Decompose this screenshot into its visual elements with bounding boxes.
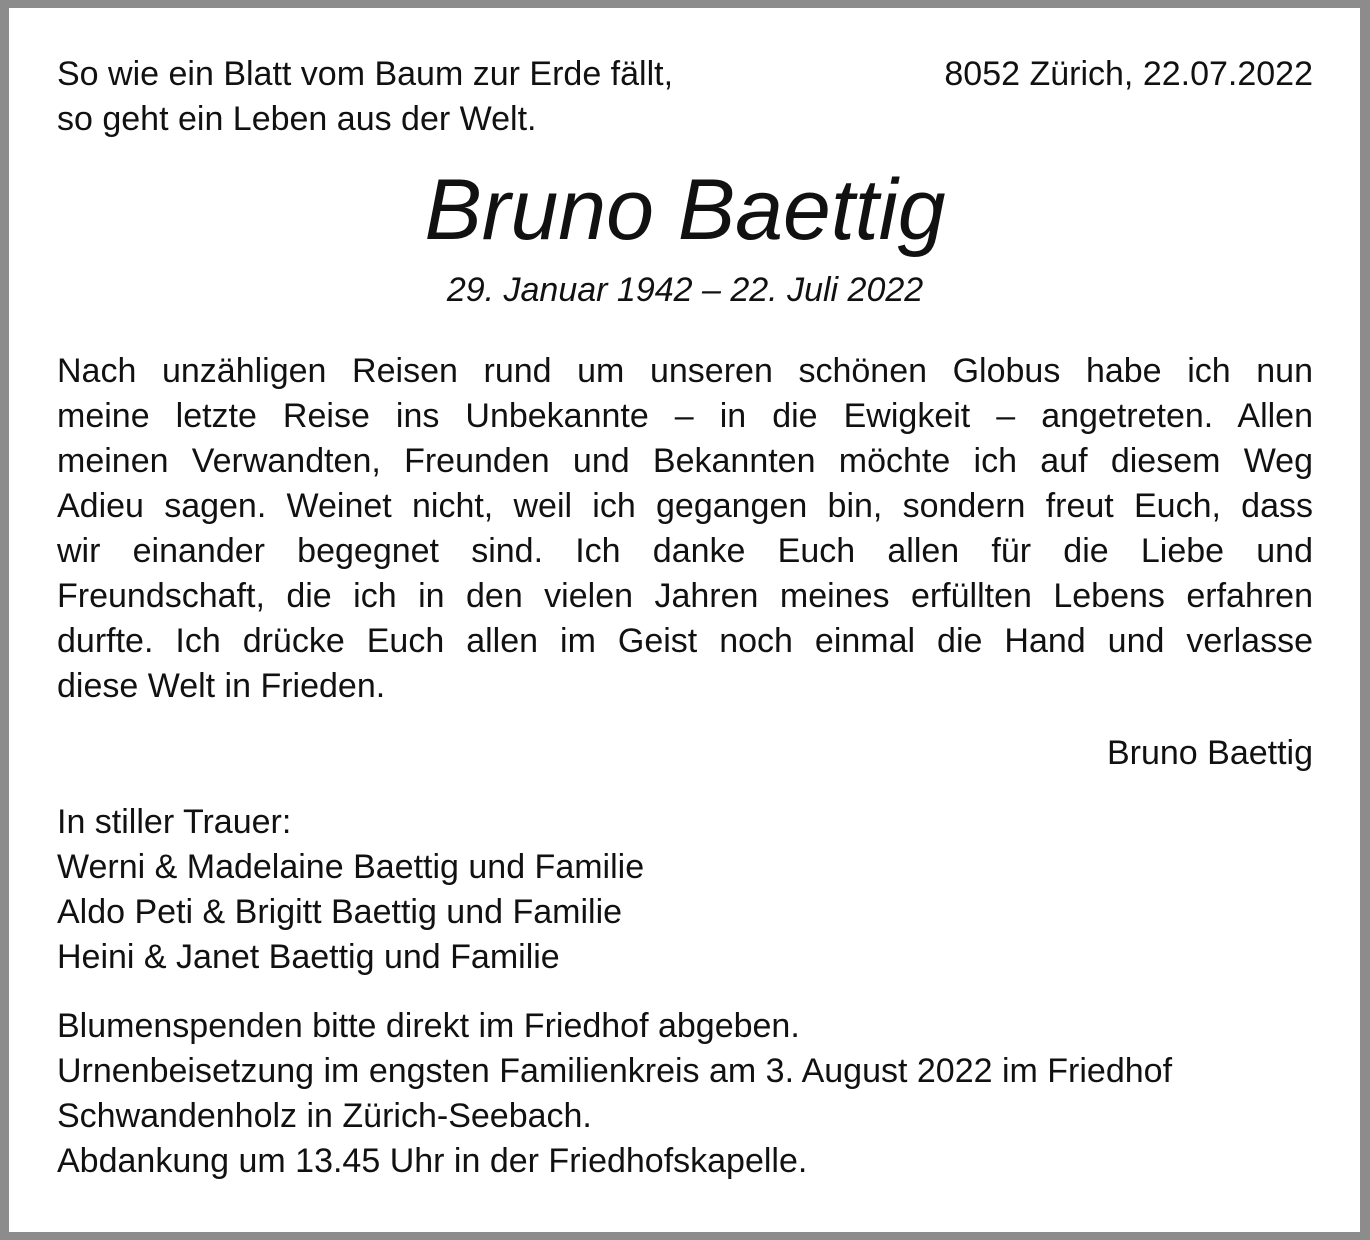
verse-line: so geht ein Leben aus der Welt. [57,100,537,138]
verse-line: So wie ein Blatt vom Baum zur Erde fällt, [57,55,674,93]
info-line: Blumenspenden bitte direkt im Friedhof abgeben. [57,1007,800,1045]
info-line: Schwandenholz in Zürich-Seebach. [57,1097,592,1135]
message-line: meinen Verwandten, Freunden und Bekannten möchte ich auf diesem Weg [57,442,1313,480]
mourners-list [57,800,1313,980]
farewell-message [57,349,1313,709]
mourners-heading: In stiller Trauer: [57,803,292,841]
mourner-entry: Werni & Madelaine Baettig und Familie [57,848,645,886]
place-date: 8052 Zürich, 22.07.2022 [944,55,1313,93]
message-line: diese Welt in Frieden. [57,667,386,705]
message-line: wir einander begegnet sind. Ich danke Euch allen für die Liebe und [57,532,1313,570]
message-line: meine letzte Reise ins Unbekannte – in die Ewigkeit – angetreten. Allen [57,397,1313,435]
signature: Bruno Baettig [1106,734,1313,772]
info-line: Abdankung um 13.45 Uhr in der Friedhofskapelle. [57,1142,808,1180]
funeral-info [57,1004,1313,1184]
message-line: Nach unzähligen Reisen rund um unseren schönen Globus habe ich nun [57,352,1313,390]
deceased-name: Bruno Baettig [424,162,946,258]
mourner-entry: Aldo Peti & Brigitt Baettig und Familie [57,893,623,931]
message-line: Freundschaft, die ich in den vielen Jahren meines erfüllten Lebens erfahren [57,577,1313,615]
info-line: Urnenbeisetzung im engsten Familienkreis am 3. August 2022 im Friedhof [57,1052,1173,1090]
life-dates: 29. Januar 1942 – 22. Juli 2022 [446,271,924,309]
message-line: durfte. Ich drücke Euch allen im Geist noch einmal die Hand und verlasse [57,622,1313,660]
message-line: Adieu sagen. Weinet nicht, weil ich gegangen bin, sondern freut Euch, dass [57,487,1313,525]
verse [57,52,673,142]
mourner-entry: Heini & Janet Baettig und Familie [57,938,560,976]
